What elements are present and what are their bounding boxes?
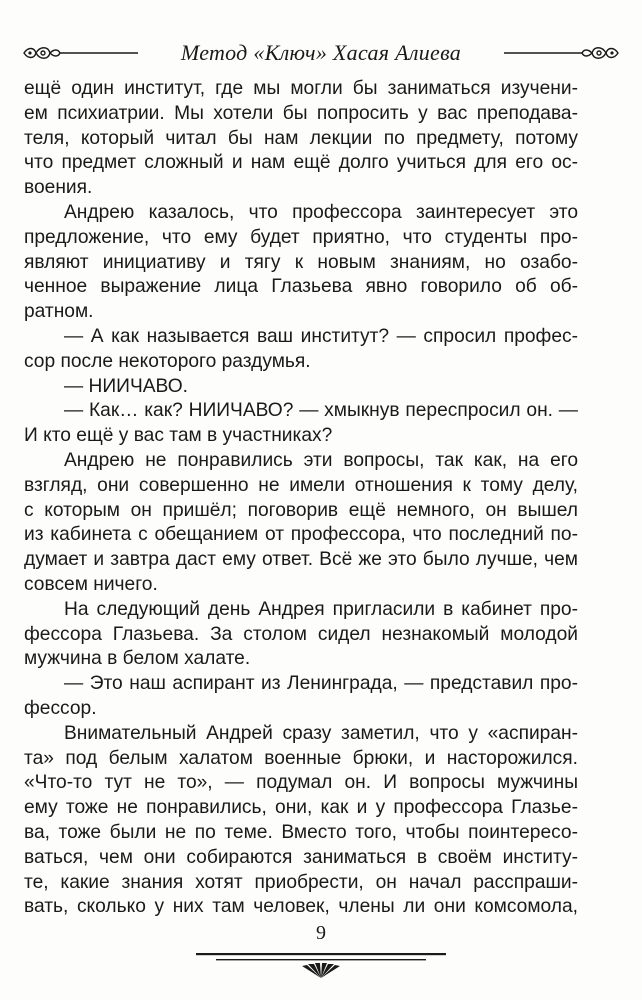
text-line: ем психиатрии. Мы хотели бы попросить у вас преподава- [24, 102, 578, 124]
body-text [24, 77, 578, 920]
text-line: фессор. [24, 697, 97, 719]
text-line: предложение, что ему будет приятно, что студенты про- [24, 226, 578, 248]
text-line: «Что-то тут не то», — подумал он. И вопросы мужчины [24, 772, 578, 794]
text-line: ему тоже не понравились, они, как и у профессора Глазье- [24, 797, 578, 819]
running-header [22, 38, 620, 68]
text-line: На следующий день Андрея пригласили в кабинет про- [64, 598, 578, 620]
text-line: та» под белым халатом военные брюки, и насторожился. [24, 747, 578, 769]
paragraph [24, 77, 578, 201]
text-line: ваться, чем они собираются заниматься в своём институ- [24, 846, 578, 868]
text-line: воения. [24, 177, 93, 199]
scroll-ornament-icon [502, 42, 620, 64]
text-line: ва, тоже были не по теме. Вместо того, чтобы поинтересо- [24, 821, 578, 843]
text-line: фессора Глазьева. За столом сидел незнакомый молодой [24, 623, 578, 645]
text-line: ченное выражение лица Глазьева явно говорило об об- [24, 276, 578, 298]
text-line: теля, который читал бы нам лекции по предмету, потому [24, 127, 578, 149]
text-line: мужчина в белом халате. [24, 648, 251, 670]
text-line: Внимательный Андрей сразу заметил, что у «аспиран- [64, 722, 578, 744]
text-line: что предмет сложный и нам ещё долго учиться для его ос- [24, 152, 578, 174]
text-line: — Как… как? НИИЧАВО? — хмыкнув переспросил он. — [64, 400, 578, 422]
text-line: думает и завтра даст ему ответ. Всё же это было лучше, чем [24, 549, 578, 571]
paragraph [24, 449, 578, 598]
text-line: — Это наш аспирант из Ленинграда, — представил про- [64, 673, 578, 695]
text-line: из кабинета с обещанием от профессора, что последний по- [24, 524, 578, 546]
text-line: Андрею казалось, что профессора заинтересует это [64, 201, 578, 223]
paragraph [24, 598, 578, 672]
text-line: те, какие знания хотят приобрести, он начал расспраши- [24, 871, 578, 893]
paragraph [24, 672, 578, 722]
scroll-ornament-icon [22, 42, 140, 64]
fan-ornament-icon [196, 951, 446, 981]
text-line: — А как называется ваш институт? — спросил профес- [64, 325, 578, 347]
text-line: Андрею не понравились эти вопросы, так как, на его [64, 449, 578, 471]
page-number: 9 [316, 922, 326, 944]
text-line: ратном. [24, 301, 94, 323]
paragraph [24, 375, 578, 400]
text-line: И кто ещё у вас там в участниках? [24, 425, 333, 447]
paragraph [24, 722, 578, 920]
text-line: вать, сколько у них там человек, члены ли они комсомола, [24, 896, 578, 918]
paragraph [24, 399, 578, 449]
paragraph [24, 325, 578, 375]
text-line: совсем ничего. [24, 573, 158, 595]
text-line: с которым он пришёл; поговорив ещё немного, он вышел [24, 499, 578, 521]
paragraph [24, 201, 578, 325]
text-line: сор после некоторого раздумья. [24, 350, 311, 372]
header-title: Метод «Ключ» Хасая Алиева [180, 40, 462, 65]
text-line: взгляд, они совершенно не имели отношения к тому делу, [24, 474, 578, 496]
text-line: — НИИЧАВО. [64, 375, 188, 397]
text-line: ещё один институт, где мы могли бы заниматься изучени- [24, 78, 578, 99]
page-footer [0, 922, 642, 981]
text-line: являют инициативу и тягу к новым знаниям, но озабо- [24, 251, 578, 273]
